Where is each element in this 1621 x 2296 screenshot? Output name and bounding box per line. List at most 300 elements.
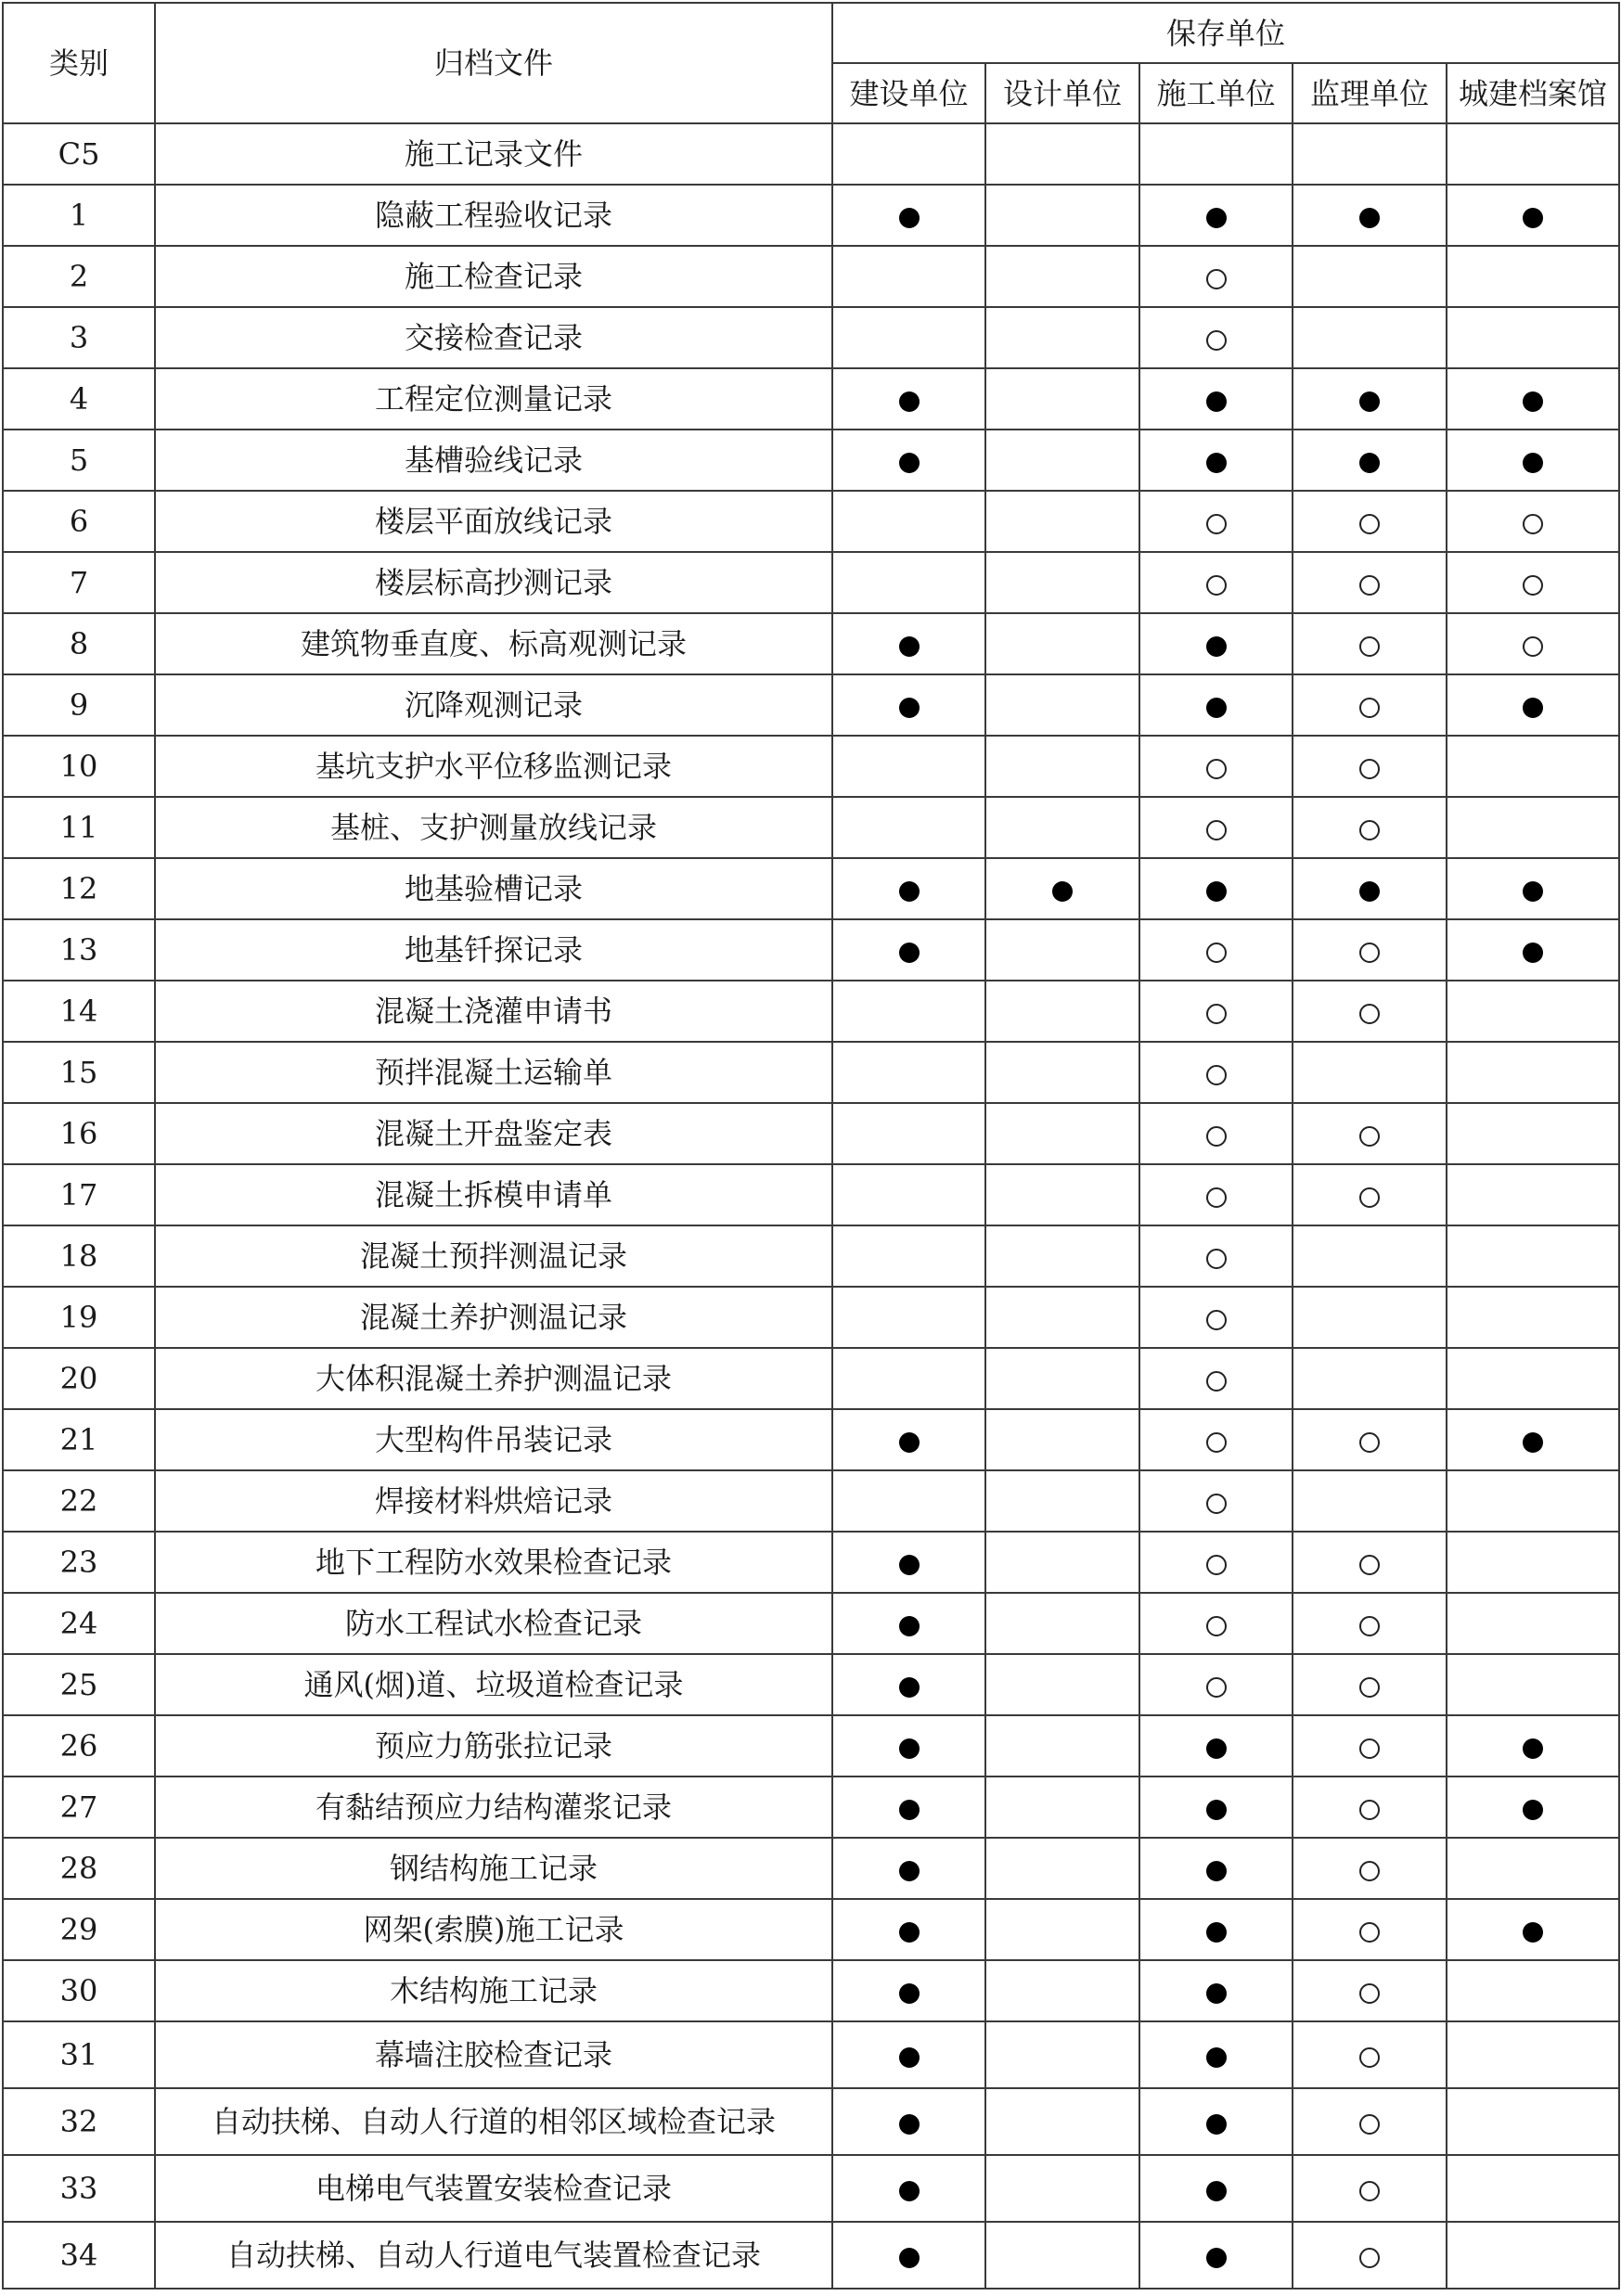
keeper-cell [1139, 919, 1293, 981]
keeper-cell [1139, 491, 1293, 552]
keeper-cell [985, 736, 1139, 797]
keeper-cell [1447, 674, 1619, 736]
row-category-number: 7 [3, 552, 155, 613]
keeper-cell [1139, 1042, 1293, 1103]
keeper-cell [985, 307, 1139, 368]
keeper-cell [1293, 552, 1447, 613]
table-row [3, 1042, 1619, 1103]
keeper-cell [985, 858, 1139, 919]
open-circle-icon [1359, 1126, 1380, 1147]
filled-circle-icon [899, 1616, 920, 1636]
keeper-cell [1293, 858, 1447, 919]
keeper-cell [832, 981, 985, 1042]
keeper-cell [1293, 1470, 1447, 1532]
keeper-cell [1293, 2088, 1447, 2155]
keeper-cell [1447, 368, 1619, 430]
keeper-cell [1139, 1654, 1293, 1715]
keeper-cell [832, 613, 985, 674]
keeper-cell [1139, 185, 1293, 246]
keeper-cell [832, 1715, 985, 1777]
open-circle-icon [1359, 1187, 1380, 1208]
filled-circle-icon [1206, 698, 1227, 718]
open-circle-icon [1359, 698, 1380, 718]
keeper-cell [1447, 1593, 1619, 1654]
open-circle-icon [1206, 1677, 1227, 1698]
keeper-cell [1447, 1899, 1619, 1960]
filled-circle-icon [899, 1555, 920, 1575]
filled-circle-icon [1206, 2114, 1227, 2135]
keeper-cell [985, 1225, 1139, 1287]
keeper-cell [985, 613, 1139, 674]
keeper-cell [1293, 1593, 1447, 1654]
row-category-number: 8 [3, 613, 155, 674]
keeper-cell [1447, 1532, 1619, 1593]
row-archive-file-name: 混凝土浇灌申请书 [155, 981, 832, 1042]
open-circle-icon [1523, 514, 1543, 534]
keeper-cell [985, 981, 1139, 1042]
filled-circle-icon [899, 1677, 920, 1698]
keeper-cell [1447, 858, 1619, 919]
filled-circle-icon [899, 1861, 920, 1881]
keeper-cell [1139, 430, 1293, 491]
row-archive-file-name: 楼层标高抄测记录 [155, 552, 832, 613]
keeper-cell [832, 1960, 985, 2021]
keeper-cell [1447, 797, 1619, 858]
keeper-cell [985, 1777, 1139, 1838]
filled-circle-icon [899, 2181, 920, 2201]
keeper-cell [1139, 123, 1293, 185]
filled-circle-icon [1523, 1738, 1543, 1759]
row-category-number: 11 [3, 797, 155, 858]
keeper-cell [832, 2222, 985, 2289]
keeper-cell [985, 1960, 1139, 2021]
open-circle-icon [1359, 1677, 1380, 1698]
keeper-cell [1293, 2222, 1447, 2289]
keeper-cell [1447, 1287, 1619, 1348]
keeper-cell [1139, 1409, 1293, 1470]
open-circle-icon [1206, 269, 1227, 289]
open-circle-icon [1359, 2047, 1380, 2068]
row-category-number: 14 [3, 981, 155, 1042]
keeper-cell [1293, 1042, 1447, 1103]
row-category-number: 27 [3, 1777, 155, 1838]
keeper-cell [832, 1042, 985, 1103]
keeper-cell [1139, 736, 1293, 797]
keeper-cell [832, 674, 985, 736]
keeper-cell [832, 185, 985, 246]
row-category-number: 24 [3, 1593, 155, 1654]
keeper-cell [985, 246, 1139, 307]
row-category-number: 30 [3, 1960, 155, 2021]
keeper-cell [832, 797, 985, 858]
keeper-cell [1139, 1348, 1293, 1409]
keeper-cell [1139, 858, 1293, 919]
filled-circle-icon [1206, 2181, 1227, 2201]
open-circle-icon [1206, 1494, 1227, 1514]
table-row [3, 1225, 1619, 1287]
row-category-number: 10 [3, 736, 155, 797]
keeper-cell [1293, 1960, 1447, 2021]
filled-circle-icon [899, 1922, 920, 1943]
table-row [3, 674, 1619, 736]
keeper-cell [1447, 2222, 1619, 2289]
filled-circle-icon [1206, 453, 1227, 473]
keeper-cell [1447, 919, 1619, 981]
keeper-cell [832, 1225, 985, 1287]
filled-circle-icon [1523, 698, 1543, 718]
table-row [3, 1838, 1619, 1899]
row-category-number: 6 [3, 491, 155, 552]
filled-circle-icon [1206, 391, 1227, 412]
filled-circle-icon [899, 943, 920, 963]
row-category-number: 2 [3, 246, 155, 307]
keeper-cell [985, 1164, 1139, 1225]
open-circle-icon [1206, 514, 1227, 534]
keeper-cell [832, 919, 985, 981]
keeper-cell [1447, 1715, 1619, 1777]
table-row [3, 307, 1619, 368]
filled-circle-icon [1523, 943, 1543, 963]
filled-circle-icon [1359, 453, 1380, 473]
open-circle-icon [1523, 636, 1543, 657]
filled-circle-icon [1206, 1861, 1227, 1881]
table-row [3, 1899, 1619, 1960]
filled-circle-icon [1523, 1922, 1543, 1943]
filled-circle-icon [1206, 2248, 1227, 2268]
row-archive-file-name: 基槽验线记录 [155, 430, 832, 491]
header-keeper-supervisor-unit: 监理单位 [1293, 63, 1447, 123]
keeper-cell [985, 1838, 1139, 1899]
open-circle-icon [1206, 1432, 1227, 1453]
row-category-number: 25 [3, 1654, 155, 1715]
header-keeper-group: 保存单位 [832, 3, 1619, 63]
keeper-cell [985, 1287, 1139, 1348]
filled-circle-icon [1206, 208, 1227, 228]
keeper-cell [1139, 674, 1293, 736]
table-row [3, 1532, 1619, 1593]
row-archive-file-name: 预拌混凝土运输单 [155, 1042, 832, 1103]
keeper-cell [1447, 307, 1619, 368]
keeper-cell [985, 797, 1139, 858]
keeper-cell [985, 185, 1139, 246]
keeper-cell [832, 1532, 985, 1593]
filled-circle-icon [899, 698, 920, 718]
keeper-cell [1447, 2155, 1619, 2222]
keeper-cell [985, 123, 1139, 185]
table-row [3, 981, 1619, 1042]
keeper-cell [832, 2021, 985, 2088]
row-category-number: 34 [3, 2222, 155, 2289]
table-row [3, 858, 1619, 919]
keeper-cell [832, 1287, 985, 1348]
row-archive-file-name: 施工检查记录 [155, 246, 832, 307]
keeper-cell [1293, 797, 1447, 858]
keeper-cell [1447, 185, 1619, 246]
keeper-cell [1139, 1777, 1293, 1838]
keeper-cell [985, 430, 1139, 491]
keeper-cell [1139, 1287, 1293, 1348]
row-archive-file-name: 地基钎探记录 [155, 919, 832, 981]
table-row [3, 1164, 1619, 1225]
keeper-cell [985, 1593, 1139, 1654]
table-row [3, 1960, 1619, 2021]
table-row [3, 919, 1619, 981]
filled-circle-icon [899, 1432, 920, 1453]
row-category-number: C5 [3, 123, 155, 185]
table-row [3, 1470, 1619, 1532]
row-category-number: 33 [3, 2155, 155, 2222]
filled-circle-icon [1206, 1983, 1227, 2004]
table-row [3, 736, 1619, 797]
filled-circle-icon [1206, 1800, 1227, 1820]
filled-circle-icon [899, 1800, 920, 1820]
open-circle-icon [1359, 1738, 1380, 1759]
keeper-cell [832, 552, 985, 613]
keeper-cell [985, 919, 1139, 981]
keeper-cell [832, 123, 985, 185]
keeper-cell [1447, 1164, 1619, 1225]
row-category-number: 12 [3, 858, 155, 919]
table-row [3, 430, 1619, 491]
keeper-cell [985, 2155, 1139, 2222]
row-category-number: 15 [3, 1042, 155, 1103]
open-circle-icon [1359, 1616, 1380, 1636]
row-archive-file-name: 通风(烟)道、垃圾道检查记录 [155, 1654, 832, 1715]
row-archive-file-name: 大型构件吊装记录 [155, 1409, 832, 1470]
keeper-cell [985, 1715, 1139, 1777]
row-archive-file-name: 沉降观测记录 [155, 674, 832, 736]
row-archive-file-name: 混凝土养护测温记录 [155, 1287, 832, 1348]
open-circle-icon [1206, 1249, 1227, 1269]
keeper-cell [1447, 246, 1619, 307]
keeper-cell [1139, 1960, 1293, 2021]
keeper-cell [985, 1470, 1139, 1532]
keeper-cell [1447, 430, 1619, 491]
row-category-number: 19 [3, 1287, 155, 1348]
open-circle-icon [1523, 575, 1543, 596]
keeper-cell [1293, 613, 1447, 674]
table-row [3, 2222, 1619, 2289]
keeper-cell [1139, 797, 1293, 858]
keeper-cell [1139, 1899, 1293, 1960]
keeper-cell [985, 2222, 1139, 2289]
header-category: 类别 [3, 3, 155, 123]
keeper-cell [1447, 1225, 1619, 1287]
row-category-number: 29 [3, 1899, 155, 1960]
row-archive-file-name: 混凝土拆模申请单 [155, 1164, 832, 1225]
filled-circle-icon [1206, 2047, 1227, 2068]
table-row [3, 1287, 1619, 1348]
row-category-number: 20 [3, 1348, 155, 1409]
filled-circle-icon [899, 1983, 920, 2004]
row-archive-file-name: 基坑支护水平位移监测记录 [155, 736, 832, 797]
table-row [3, 613, 1619, 674]
keeper-cell [1447, 1409, 1619, 1470]
row-archive-file-name: 基桩、支护测量放线记录 [155, 797, 832, 858]
filled-circle-icon [899, 2114, 920, 2135]
table-body [3, 123, 1619, 2289]
keeper-cell [1139, 1470, 1293, 1532]
filled-circle-icon [899, 208, 920, 228]
keeper-cell [1447, 552, 1619, 613]
keeper-cell [1293, 368, 1447, 430]
row-archive-file-name: 钢结构施工记录 [155, 1838, 832, 1899]
open-circle-icon [1206, 1310, 1227, 1330]
keeper-cell [832, 1164, 985, 1225]
keeper-cell [985, 1409, 1139, 1470]
keeper-cell [832, 1777, 985, 1838]
keeper-cell [1293, 1409, 1447, 1470]
keeper-cell [1139, 2021, 1293, 2088]
open-circle-icon [1359, 2248, 1380, 2268]
keeper-cell [1293, 307, 1447, 368]
keeper-cell [1293, 1348, 1447, 1409]
archive-table [2, 2, 1620, 2290]
keeper-cell [1139, 1225, 1293, 1287]
keeper-cell [985, 1348, 1139, 1409]
open-circle-icon [1206, 1065, 1227, 1085]
row-archive-file-name: 自动扶梯、自动人行道电气装置检查记录 [155, 2222, 832, 2289]
table-row [3, 2021, 1619, 2088]
keeper-cell [1447, 123, 1619, 185]
row-archive-file-name: 木结构施工记录 [155, 1960, 832, 2021]
keeper-cell [1139, 1838, 1293, 1899]
open-circle-icon [1206, 575, 1227, 596]
open-circle-icon [1206, 1004, 1227, 1024]
row-category-number: 23 [3, 1532, 155, 1593]
row-archive-file-name: 楼层平面放线记录 [155, 491, 832, 552]
keeper-cell [1293, 491, 1447, 552]
keeper-cell [1447, 2021, 1619, 2088]
keeper-cell [985, 2021, 1139, 2088]
keeper-cell [1139, 1593, 1293, 1654]
filled-circle-icon [1359, 391, 1380, 412]
keeper-cell [832, 1348, 985, 1409]
keeper-cell [1447, 491, 1619, 552]
open-circle-icon [1359, 1432, 1380, 1453]
keeper-cell [1447, 1042, 1619, 1103]
table-row [3, 368, 1619, 430]
keeper-cell [832, 858, 985, 919]
keeper-cell [1139, 613, 1293, 674]
row-archive-file-name: 网架(索膜)施工记录 [155, 1899, 832, 1960]
keeper-cell [1293, 2021, 1447, 2088]
keeper-cell [1139, 2155, 1293, 2222]
open-circle-icon [1206, 1555, 1227, 1575]
keeper-cell [985, 552, 1139, 613]
keeper-cell [1447, 1777, 1619, 1838]
keeper-cell [832, 491, 985, 552]
keeper-cell [1293, 1654, 1447, 1715]
open-circle-icon [1359, 575, 1380, 596]
row-archive-file-name: 隐蔽工程验收记录 [155, 185, 832, 246]
filled-circle-icon [1052, 881, 1073, 902]
filled-circle-icon [1523, 453, 1543, 473]
row-category-number: 5 [3, 430, 155, 491]
open-circle-icon [1359, 759, 1380, 779]
filled-circle-icon [899, 2248, 920, 2268]
open-circle-icon [1359, 1983, 1380, 2004]
keeper-cell [832, 430, 985, 491]
row-category-number: 31 [3, 2021, 155, 2088]
keeper-cell [1293, 123, 1447, 185]
keeper-cell [1139, 1164, 1293, 1225]
filled-circle-icon [1523, 881, 1543, 902]
table-row [3, 1348, 1619, 1409]
keeper-cell [985, 674, 1139, 736]
filled-circle-icon [1523, 1432, 1543, 1453]
row-archive-file-name: 防水工程试水检查记录 [155, 1593, 832, 1654]
row-category-number: 28 [3, 1838, 155, 1899]
open-circle-icon [1359, 820, 1380, 840]
filled-circle-icon [899, 1738, 920, 1759]
keeper-cell [985, 1103, 1139, 1164]
open-circle-icon [1206, 943, 1227, 963]
row-archive-file-name: 地下工程防水效果检查记录 [155, 1532, 832, 1593]
row-archive-file-name: 有黏结预应力结构灌浆记录 [155, 1777, 832, 1838]
keeper-cell [1447, 1470, 1619, 1532]
keeper-cell [1293, 1838, 1447, 1899]
header-keeper-design-unit: 设计单位 [985, 63, 1139, 123]
keeper-cell [832, 1409, 985, 1470]
open-circle-icon [1359, 1861, 1380, 1881]
table-row [3, 1777, 1619, 1838]
filled-circle-icon [899, 453, 920, 473]
filled-circle-icon [1359, 881, 1380, 902]
filled-circle-icon [1523, 1800, 1543, 1820]
keeper-cell [1447, 1960, 1619, 2021]
keeper-cell [1293, 1777, 1447, 1838]
row-archive-file-name: 预应力筋张拉记录 [155, 1715, 832, 1777]
open-circle-icon [1206, 1187, 1227, 1208]
table-header [3, 3, 1619, 123]
keeper-cell [1139, 552, 1293, 613]
keeper-cell [1447, 1348, 1619, 1409]
header-keeper-builder-unit: 施工单位 [1139, 63, 1293, 123]
keeper-cell [1293, 1225, 1447, 1287]
table-row [3, 123, 1619, 185]
keeper-cell [832, 1838, 985, 1899]
table-row [3, 491, 1619, 552]
keeper-cell [985, 1532, 1139, 1593]
row-archive-file-name: 焊接材料烘焙记录 [155, 1470, 832, 1532]
keeper-cell [832, 1470, 985, 1532]
filled-circle-icon [1206, 881, 1227, 902]
row-category-number: 3 [3, 307, 155, 368]
table-row [3, 246, 1619, 307]
open-circle-icon [1206, 1126, 1227, 1147]
table-row [3, 1593, 1619, 1654]
row-category-number: 1 [3, 185, 155, 246]
table-row [3, 1654, 1619, 1715]
open-circle-icon [1359, 1004, 1380, 1024]
keeper-cell [1293, 981, 1447, 1042]
keeper-cell [1293, 1164, 1447, 1225]
keeper-cell [832, 1654, 985, 1715]
keeper-cell [985, 2088, 1139, 2155]
open-circle-icon [1359, 2181, 1380, 2201]
keeper-cell [985, 368, 1139, 430]
keeper-cell [1293, 430, 1447, 491]
table-row [3, 552, 1619, 613]
open-circle-icon [1206, 1371, 1227, 1392]
table-row [3, 2088, 1619, 2155]
row-archive-file-name: 工程定位测量记录 [155, 368, 832, 430]
keeper-cell [1139, 1532, 1293, 1593]
table-row [3, 1409, 1619, 1470]
keeper-cell [985, 1654, 1139, 1715]
open-circle-icon [1359, 2114, 1380, 2135]
